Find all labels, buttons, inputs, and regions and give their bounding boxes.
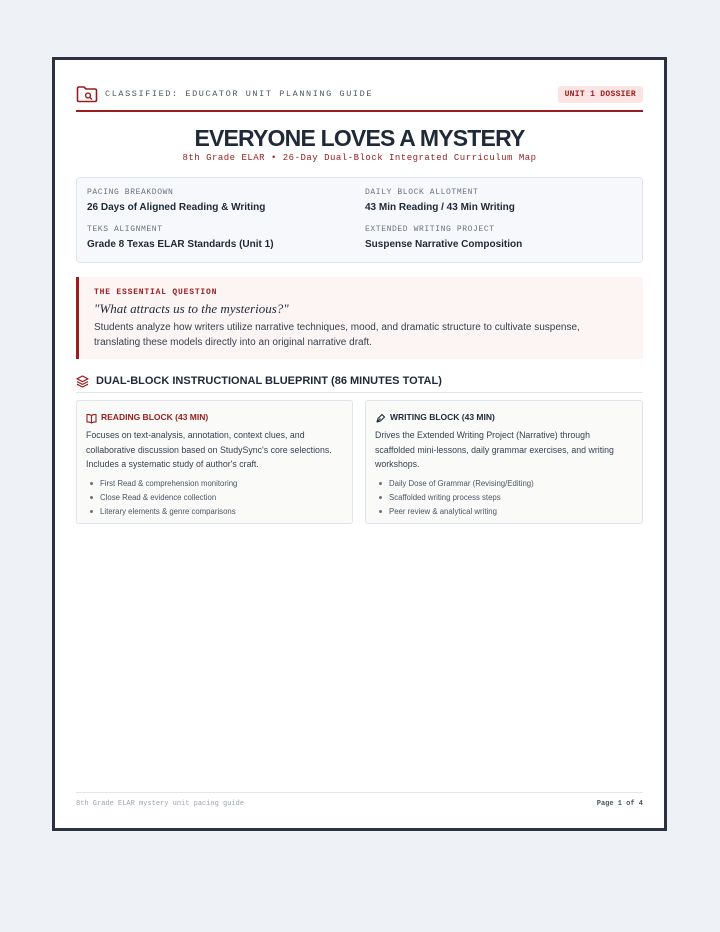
essential-question-callout <box>76 277 643 359</box>
list-item-text: Literary elements & genre comparisons <box>100 507 236 516</box>
classified-label: CLASSIFIED: EDUCATOR UNIT PLANNING GUIDE <box>105 89 374 99</box>
blueprint-divider <box>76 392 643 393</box>
layers-icon <box>76 375 89 388</box>
pen-nib-icon <box>375 411 386 422</box>
reading-block-title: READING BLOCK (43 MIN) <box>101 411 209 422</box>
meta-value: Grade 8 Texas ELAR Standards (Unit 1) <box>87 239 274 250</box>
list-item <box>86 477 342 491</box>
unit-badge: UNIT 1 DOSSIER <box>558 86 643 103</box>
reading-block-header <box>86 411 208 422</box>
document-header <box>76 84 643 104</box>
meta-label: PACING BREAKDOWN <box>87 188 174 197</box>
reading-block-card <box>76 400 353 524</box>
list-item-text: Close Read & evidence collection <box>100 493 217 502</box>
meta-value: 26 Days of Aligned Reading & Writing <box>87 202 266 213</box>
essential-question-body: Students analyze how writers utilize narrative techniques, mood, and dramatic structure to cultivate suspense, translating these models directly into an original narrative draft. <box>94 322 580 348</box>
meta-value: Suspense Narrative Composition <box>365 239 523 250</box>
list-item <box>375 477 632 491</box>
list-item-text: Daily Dose of Grammar (Revising/Editing) <box>389 479 534 488</box>
list-item <box>375 505 632 519</box>
meta-label: DAILY BLOCK ALLOTMENT <box>365 188 479 197</box>
meta-label: TEKS ALIGNMENT <box>87 225 163 234</box>
writing-block-title: WRITING BLOCK (43 MIN) <box>390 411 495 422</box>
meta-daily-block <box>365 188 625 213</box>
footer-divider <box>76 792 643 793</box>
list-item <box>86 505 342 519</box>
writing-block-card <box>365 400 643 524</box>
meta-label: EXTENDED WRITING PROJECT <box>365 225 495 234</box>
writing-block-description: Drives the Extended Writing Project (Narrative) through scaffolded mini-lessons, daily grammar exercises, and writing workshops. <box>375 430 614 469</box>
reading-block-description: Focuses on text-analysis, annotation, context clues, and collaborative discussion based on StudySync's core selections. Includes a systematic study of author's craft. <box>86 430 332 469</box>
page-content <box>76 60 643 828</box>
meta-writing-project <box>365 225 625 250</box>
page-title: EVERYONE LOVES A MYSTERY <box>194 125 525 151</box>
blueprint-title: DUAL-BLOCK INSTRUCTIONAL BLUEPRINT (86 MINUTES TOTAL) <box>96 375 442 387</box>
reading-block-list <box>86 477 342 519</box>
list-item <box>375 491 632 505</box>
page-number: Page 1 of 4 <box>596 800 643 808</box>
essential-question-label: THE ESSENTIAL QUESTION <box>94 288 218 297</box>
unit-meta-panel <box>76 177 643 263</box>
meta-value: 43 Min Reading / 43 Min Writing <box>365 202 515 213</box>
list-item-text: Scaffolded writing process steps <box>389 493 501 502</box>
essential-question-text: "What attracts us to the mysterious?" <box>94 301 289 316</box>
list-item-text: First Read & comprehension monitoring <box>100 479 238 488</box>
book-open-icon <box>86 411 97 422</box>
meta-pacing <box>87 188 347 213</box>
header-divider <box>76 110 643 112</box>
footer-description: 8th Grade ELAR mystery unit pacing guide <box>76 800 245 808</box>
writing-block-header <box>375 411 495 422</box>
list-item-text: Peer review & analytical writing <box>389 507 497 516</box>
meta-teks <box>87 225 347 250</box>
folder-search-icon <box>76 85 98 103</box>
writing-block-list <box>375 477 632 519</box>
list-item <box>86 491 342 505</box>
document-page <box>52 57 667 831</box>
page-subtitle: 8th Grade ELAR • 26-Day Dual-Block Integrated Curriculum Map <box>182 153 537 163</box>
blueprint-heading <box>76 372 643 390</box>
